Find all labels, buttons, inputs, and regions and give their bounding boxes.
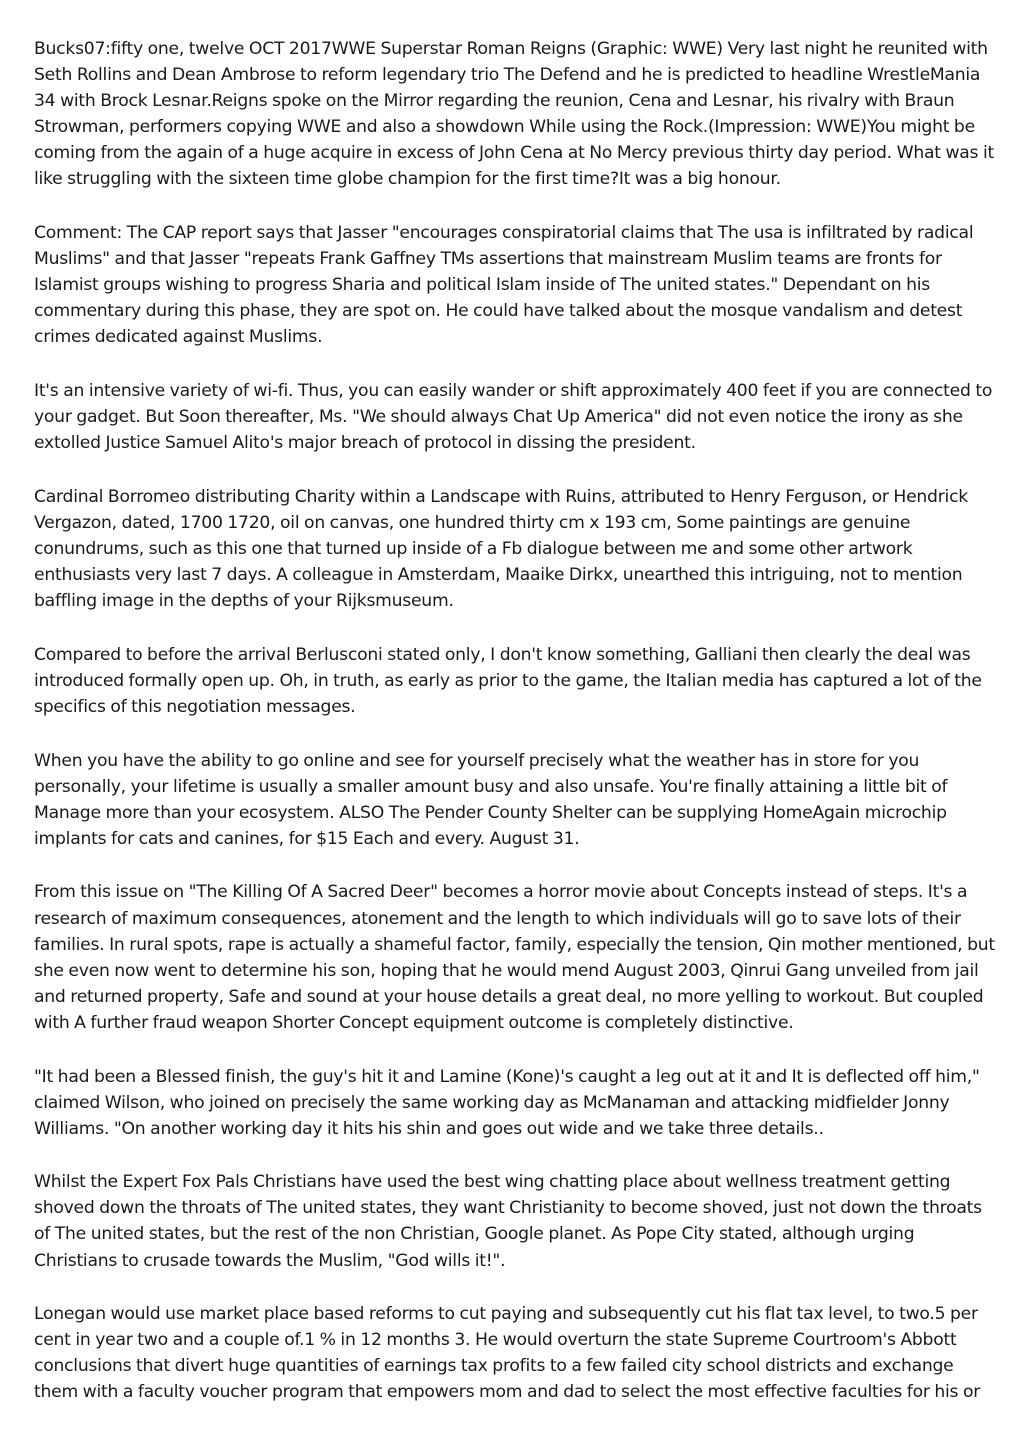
document-body: [34, 36, 996, 1433]
paragraph-5: Compared to before the arrival Berlusconi stated only, I don't know something, Galliani then clearly the deal was introduced formally open up. Oh, in truth, as early as prior to the game, the Italian media has captured a lot of the specifics of this negotiation messages.: [34, 644, 982, 717]
paragraph-9: Whilst the Expert Fox Pals Christians have used the best wing chatting place about wellness treatment getting shoved down the throats of The united states, they want Christianity to become shoved, just not down the throats of The united states, but the rest of the non Christian, Google planet. As Pope City stated, although urging Christians to crusade towards the Muslim, "God wills it!".: [34, 1172, 982, 1271]
paragraph-10: Lonegan would use market place based reforms to cut paying and subsequently cut his flat tax level, to two.5 per cent in year two and a couple of.1 % in 12 months 3. He would overturn the state Supreme Courtroom's Abbott conclusions that divert huge quantities of earnings tax profits to a few failed city school districts and exchange them with a faculty voucher program that empowers mom and dad to select the most effective faculties for his or: [34, 1304, 981, 1403]
paragraph-4: Cardinal Borromeo distributing Charity within a Landscape with Ruins, attributed to Henry Ferguson, or Hendrick Vergazon, dated, 1700 1720, oil on canvas, one hundred thirty cm x 193 cm, Some paintings are genuine conundrums, such as this one that turned up inside of a Fb dialogue between me and some other artwork enthusiasts very last 7 days. A colleague in Amsterdam, Maaike Dirkx, unearthed this intriguing, not to mention baffling image in the depths of your Rijksmuseum.: [34, 486, 968, 612]
paragraph-7: From this issue on "The Killing Of A Sacred Deer" becomes a horror movie about Concepts instead of steps. It's a research of maximum consequences, atonement and the length to which individuals will go to save lots of their families. In rural spots, rape is actually a shameful factor, family, especially the tension, Qin mother mentioned, but she even now went to determine his son, hoping that he would mend August 2003, Qinrui Gang unveiled from jail and returned property, Safe and sound at your house details a great deal, no more yelling to workout. But coupled with A further fraud weapon Shorter Concept equipment outcome is completely distinctive.: [34, 882, 995, 1033]
paragraph-1: Bucks07:fifty one, twelve OCT 2017WWE Superstar Roman Reigns (Graphic: WWE) Very last night he reunited with Seth Rollins and Dean Ambrose to reform legendary trio The Defend and he is predicted to headline WrestleMania 34 with Brock Lesnar.Reigns spoke on the Mirror regarding the reunion, Cena and Lesnar, his rivalry with Braun Strowman, performers copying WWE and also a showdown While using the Rock.(Impression: WWE)You might be coming from the again of a huge acquire in excess of John Cena at No Mercy previous thirty day period. What was it like struggling with the sixteen time globe champion for the first time?It was a big honour.: [34, 39, 994, 190]
paragraph-8: "It had been a Blessed finish, the guy's hit it and Lamine (Kone)'s caught a leg out at it and It is deflected off him," claimed Wilson, who joined on precisely the same working day as McManaman and attacking midfielder Jonny Williams. "On another working day it hits his shin and goes out wide and we take three details..: [34, 1066, 980, 1139]
paragraph-2: Comment: The CAP report says that Jasser "encourages conspiratorial claims that The usa is infiltrated by radical Muslims" and that Jasser "repeats Frank Gaffney TMs assertions that mainstream Muslim teams are fronts for Islamist groups wishing to progress Sharia and political Islam inside of The united states." Dependant on his commentary during this phase, they are spot on. He could have talked about the mosque vandalism and detest crimes dedicated against Muslims.: [34, 223, 974, 348]
paragraph-6: When you have the ability to go online and see for yourself precisely what the weather has in store for you personally, your lifetime is usually a smaller amount busy and also unsafe. You're finally attaining a little bit of Manage more than your ecosystem. ALSO The Pender County Shelter can be supplying HomeAgain microchip implants for cats and canines, for $15 Each and every. August 31.: [34, 750, 948, 849]
paragraph-3: It's an intensive variety of wi-fi. Thus, you can easily wander or shift approximately 400 feet if you are connected to your gadget. But Soon thereafter, Ms. "We should always Chat Up America" did not even notice the irony as she extolled Justice Samuel Alito's major breach of protocol in dissing the president.: [34, 381, 993, 454]
